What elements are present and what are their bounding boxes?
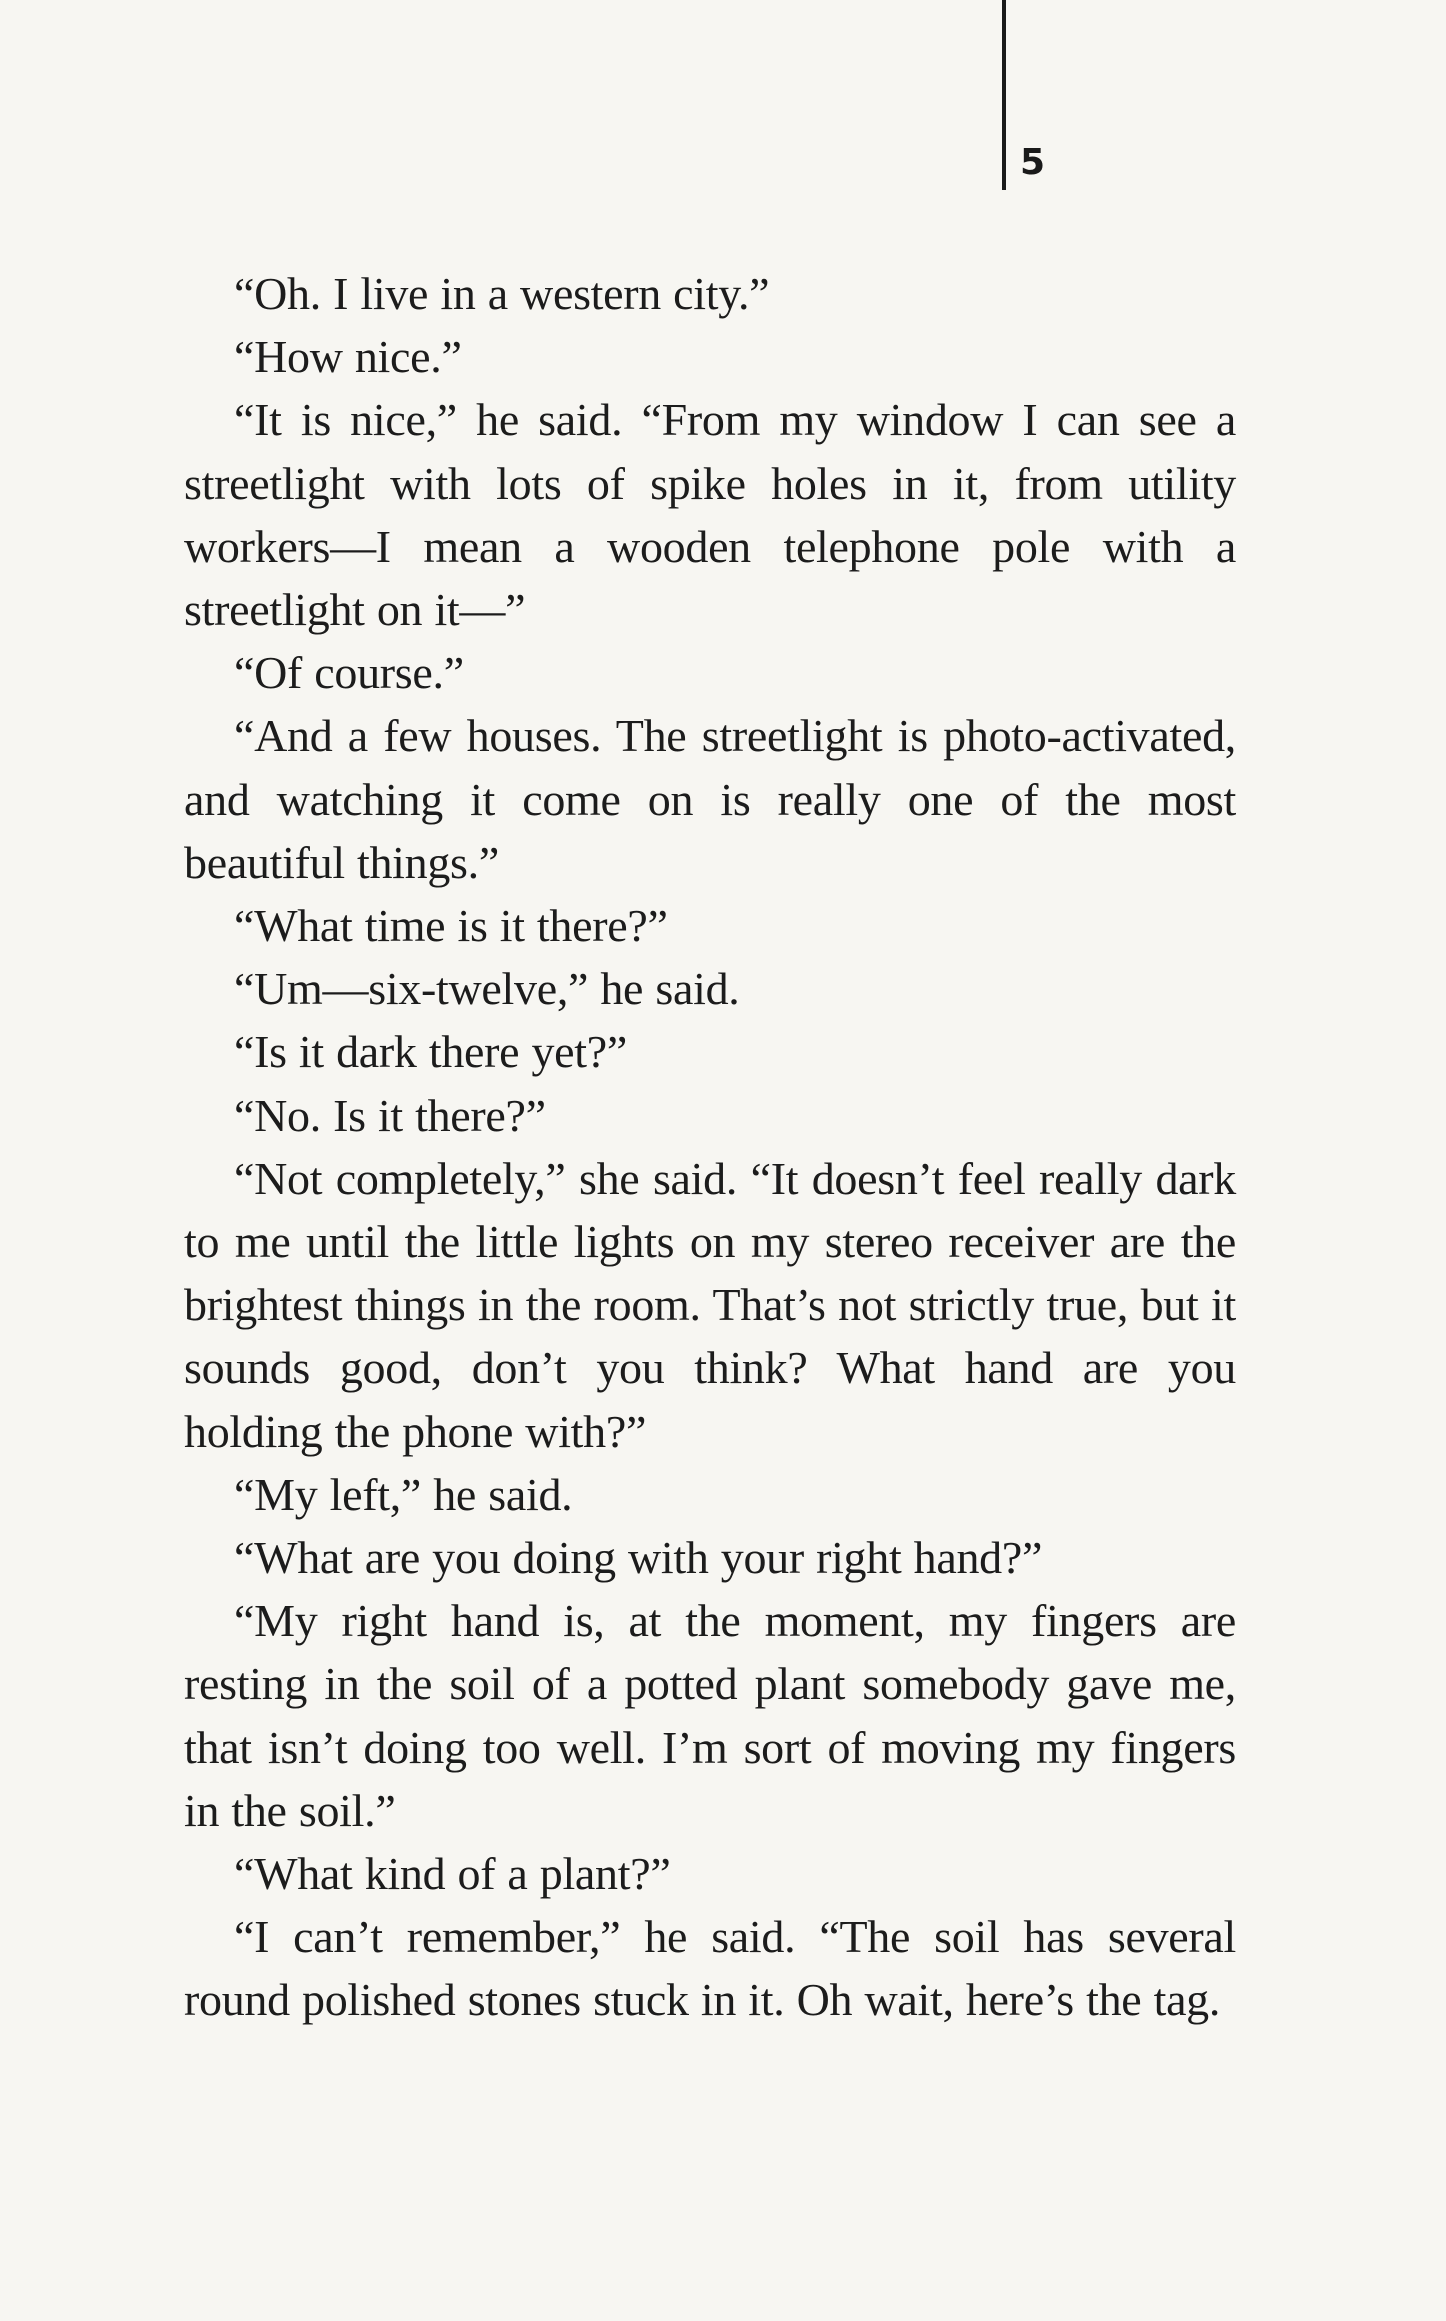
paragraph: “And a few houses. The streetlight is photo-activated, and watching it come on is really one of the most beautiful things.” — [184, 710, 1236, 888]
paragraph: “What are you doing with your right hand?” — [234, 1532, 1043, 1584]
page-number: 5 — [1020, 142, 1046, 183]
paragraph: “No. Is it there?” — [234, 1089, 546, 1141]
paragraph: “What time is it there?” — [234, 900, 668, 952]
paragraph: “How nice.” — [234, 331, 462, 383]
paragraph: “I can’t remember,” he said. “The soil has several round polished stones stuck in it. Oh wait, here’s the tag. — [184, 1911, 1236, 2026]
body-text — [184, 262, 1236, 2032]
paragraph: “It is nice,” he said. “From my window I can see a streetlight with lots of spike holes in it, from utility workers—I mean a wooden telephone pole with a streetlight on it—” — [184, 394, 1236, 636]
paragraph: “Of course.” — [234, 647, 464, 699]
paragraph: “What kind of a plant?” — [234, 1848, 671, 1900]
page-header-rule — [1002, 0, 1006, 190]
paragraph: “My right hand is, at the moment, my fingers are resting in the soil of a potted plant somebody gave me, that isn’t doing too well. I’m sort of moving my fingers in the soil.” — [184, 1595, 1236, 1836]
paragraph: “Is it dark there yet?” — [234, 1026, 627, 1078]
paragraph: “Not completely,” she said. “It doesn’t feel really dark to me until the little lights on my stereo receiver are the brightest things in the room. That’s not strictly true, but it sounds good, don’t you think? What hand are you holding the phone with?” — [184, 1152, 1236, 1457]
paragraph: “Um—six-twelve,” he said. — [234, 963, 740, 1015]
paragraph: “My left,” he said. — [234, 1468, 573, 1520]
paragraph: “Oh. I live in a western city.” — [234, 268, 770, 319]
